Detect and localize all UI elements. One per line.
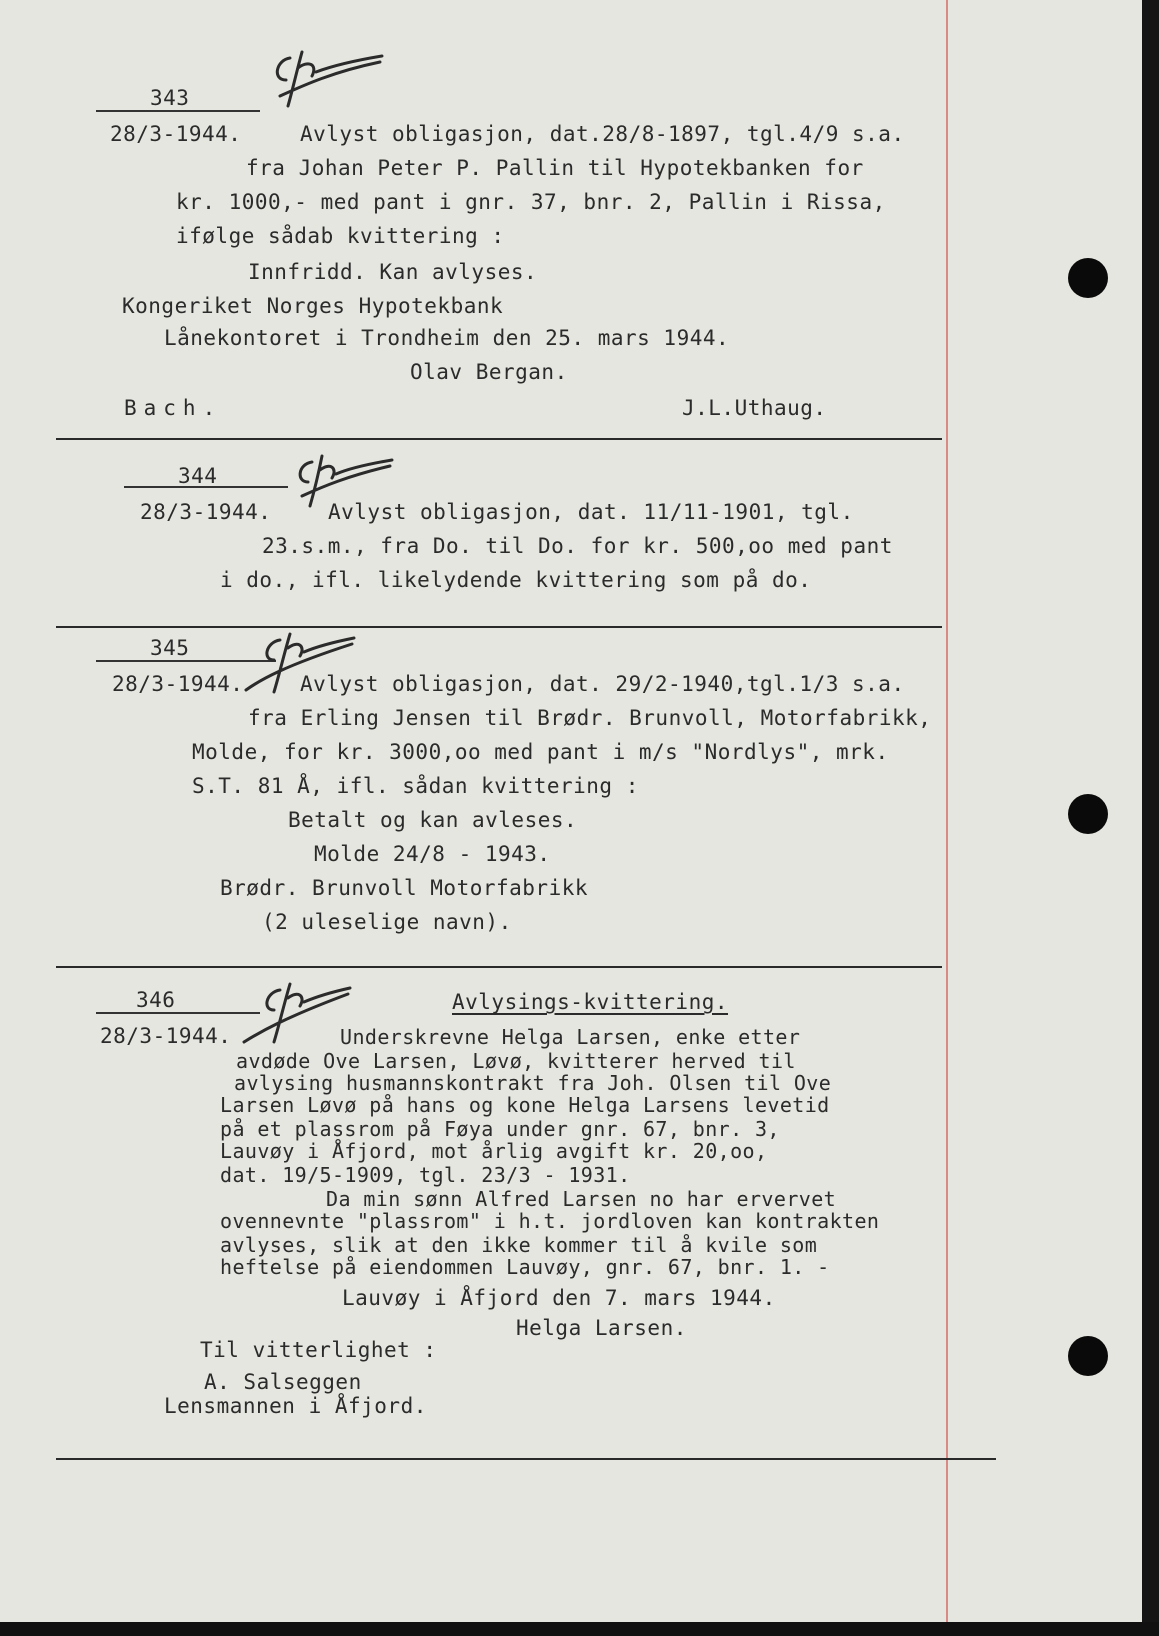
clerk-signature-right: J.L.Uthaug. (682, 396, 827, 420)
entry-date: 28/3-1944. (100, 1024, 232, 1048)
entry-text-line: Kongeriket Norges Hypotekbank (122, 294, 504, 318)
entry-text-line: ovennevnte "plassrom" i h.t. jordloven kan kontrakten (220, 1209, 880, 1233)
entry-text-line: avlyses, slik at den ikke kommer til å kvile som (220, 1233, 818, 1257)
entry-text-line: Til vitterlighet : (200, 1338, 437, 1362)
entry-text-line: Avlyst obligasjon, dat.28/8-1897, tgl.4/9 s.a. (300, 122, 905, 146)
red-margin-line (946, 0, 948, 1622)
binder-hole-top (1068, 258, 1108, 298)
scan-edge-right (1142, 0, 1159, 1636)
entry-text-line: Brødr. Brunvoll Motorfabrikk (220, 876, 589, 900)
entry-text-line: avlysing husmannskontrakt fra Joh. Olsen til Ove (234, 1071, 832, 1095)
entry-heading: Avlysings-kvittering. (452, 990, 729, 1014)
entry-number: 345 (150, 636, 190, 660)
entry-text-line: S.T. 81 Å, ifl. sådan kvittering : (192, 774, 639, 798)
entry-text-line: Molde, for kr. 3000,oo med pant i m/s "Nordlys", mrk. (192, 740, 889, 764)
entry-number-underline (96, 110, 260, 112)
entry-text-line: ifølge sådab kvittering : (176, 224, 505, 248)
entry-text-line: Da min sønn Alfred Larsen no har ervervet (326, 1187, 837, 1211)
entry-text-line: Larsen Løvø på hans og kone Helga Larsens levetid (220, 1093, 830, 1117)
entry-text-line: Avlyst obligasjon, dat. 11/11-1901, tgl. (328, 500, 854, 524)
binder-hole-middle (1068, 794, 1108, 834)
entry-text-line: Betalt og kan avleses. (288, 808, 578, 832)
entry-date: 28/3-1944. (110, 122, 242, 146)
entry-text-line: Olav Bergan. (410, 360, 568, 384)
entry-number: 344 (178, 464, 218, 488)
handwritten-initials-mark (236, 980, 356, 1048)
entry-separator-rule (56, 966, 942, 968)
entry-text-line: Avlyst obligasjon, dat. 29/2-1940,tgl.1/3 s.a. (300, 672, 905, 696)
entry-text-line: fra Erling Jensen til Brødr. Brunvoll, Motorfabrikk, (248, 706, 932, 730)
entry-text-line: Molde 24/8 - 1943. (314, 842, 551, 866)
entry-text-line: Helga Larsen. (516, 1316, 687, 1340)
entry-text-line: heftelse på eiendommen Lauvøy, gnr. 67, bnr. 1. - (220, 1255, 830, 1279)
entry-text-line: Lensmannen i Åfjord. (164, 1394, 427, 1418)
entry-text-line: Lauvøy i Åfjord, mot årlig avgift kr. 20,oo, (220, 1139, 768, 1163)
entry-text-line: Lånekontoret i Trondheim den 25. mars 1944. (164, 326, 730, 350)
entry-text-line: Underskrevne Helga Larsen, enke etter (340, 1025, 801, 1049)
entry-date: 28/3-1944. (112, 672, 244, 696)
entry-separator-rule (56, 1458, 996, 1460)
binder-hole-bottom (1068, 1336, 1108, 1376)
handwritten-initials-mark (262, 46, 392, 110)
entry-text-line: A. Salseggen (204, 1370, 362, 1394)
entry-text-line: Innfridd. Kan avlyses. (248, 260, 538, 284)
entry-date: 28/3-1944. (140, 500, 272, 524)
entry-number: 343 (150, 86, 190, 110)
entry-text-line: på et plassrom på Føya under gnr. 67, bnr. 3, (220, 1117, 780, 1141)
entry-separator-rule (56, 438, 942, 440)
entry-text-line: fra Johan Peter P. Pallin til Hypotekbanken for (246, 156, 864, 180)
entry-separator-rule (56, 626, 942, 628)
entry-text-line: dat. 19/5-1909, tgl. 23/3 - 1931. (220, 1163, 631, 1187)
entry-text-line: 23.s.m., fra Do. til Do. for kr. 500,oo med pant (262, 534, 893, 558)
entry-text-line: i do., ifl. likelydende kvittering som på do. (220, 568, 812, 592)
entry-text-line: kr. 1000,- med pant i gnr. 37, bnr. 2, Pallin i Rissa, (176, 190, 886, 214)
entry-number: 346 (136, 988, 176, 1012)
entry-text-line: avdøde Ove Larsen, Løvø, kvitterer herved til (236, 1049, 796, 1073)
entry-text-line: Lauvøy i Åfjord den 7. mars 1944. (342, 1286, 776, 1310)
scan-edge-bottom (0, 1622, 1159, 1636)
entry-text-line: (2 uleselige navn). (262, 910, 512, 934)
clerk-signature-left: Bach. (124, 396, 223, 420)
